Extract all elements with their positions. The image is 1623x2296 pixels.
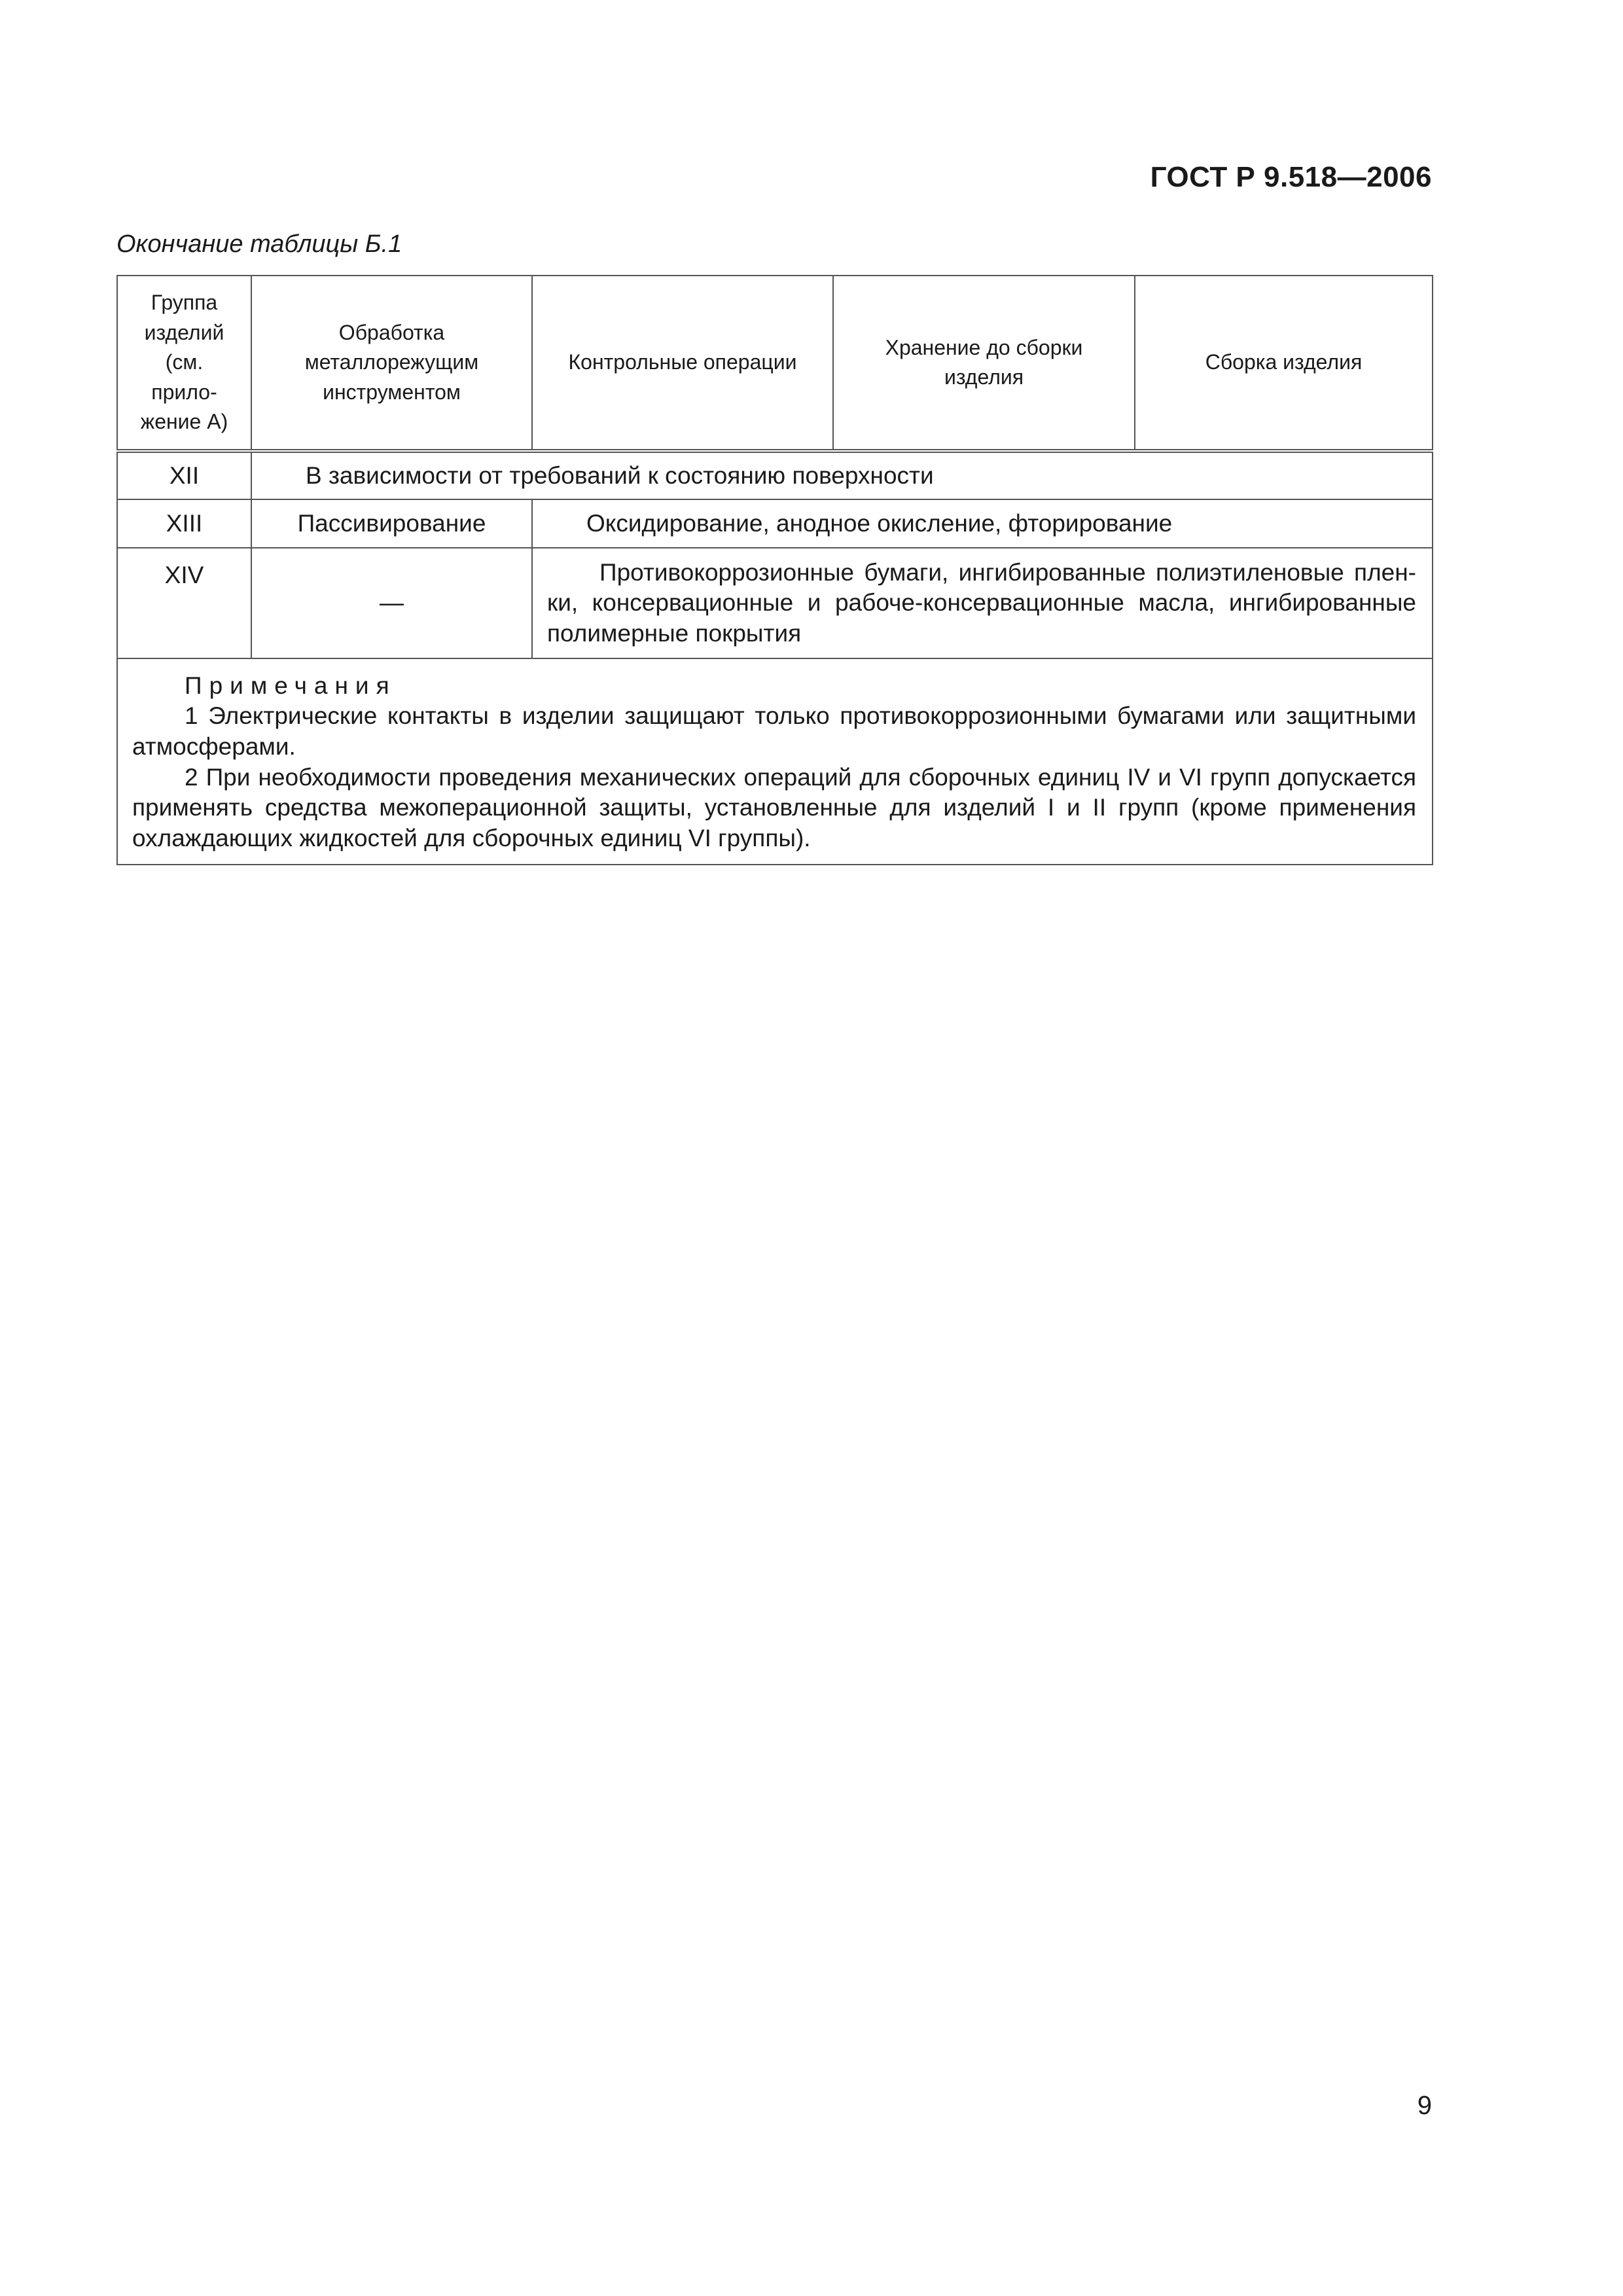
column-header-processing: Обработка металлорежущим инструментом (251, 276, 532, 451)
table-row (117, 548, 1433, 658)
group-cell: XII (117, 451, 251, 499)
column-header-control: Контрольные операции (532, 276, 833, 451)
note-item: 1 Электрические контакты в изделии защищают только противокоррозионными бумагами или защитными атмосферами. (132, 702, 1416, 760)
processing-cell: — (251, 548, 532, 658)
group-cell: XIV (117, 548, 251, 658)
page-number: 9 (1417, 2091, 1432, 2120)
group-cell: XIII (117, 499, 251, 548)
table-caption: Окончание таблицы Б.1 (116, 230, 402, 258)
document-standard-number: ГОСТ Р 9.518—2006 (1150, 161, 1432, 193)
notes-title: Примечания (185, 672, 397, 699)
table-header-row (117, 276, 1433, 451)
table-b1 (116, 275, 1433, 865)
table-row (117, 451, 1433, 499)
table-row (117, 499, 1433, 548)
processing-cell: Пассивирование (251, 499, 532, 548)
table-notes-row (117, 658, 1433, 865)
row-text-cell: Противокоррозионные бумаги, ингибированные полиэтиленовые плен-ки, консервационные и рабоче-консервационные масла, ингибированные полимерные покрытия (532, 548, 1433, 658)
notes-cell (117, 658, 1433, 865)
row-text-cell: В зависимости от требований к состоянию поверхности (251, 451, 1433, 499)
note-item: 2 При необходимости проведения механических операций для сборочных единиц IV и VI групп допускается применять средства межоперационной защиты, установленные для изделий I и II групп (кроме применения охлаждающих жидкостей для сборочных единиц VI группы). (132, 763, 1416, 852)
column-header-assembly: Сборка изделия (1135, 276, 1433, 451)
column-header-group: Группа изделий (см. прило-жение А) (117, 276, 251, 451)
row-text-cell: Оксидирование, анодное окисление, фторирование (532, 499, 1433, 548)
column-header-storage: Хранение до сборки изделия (833, 276, 1135, 451)
